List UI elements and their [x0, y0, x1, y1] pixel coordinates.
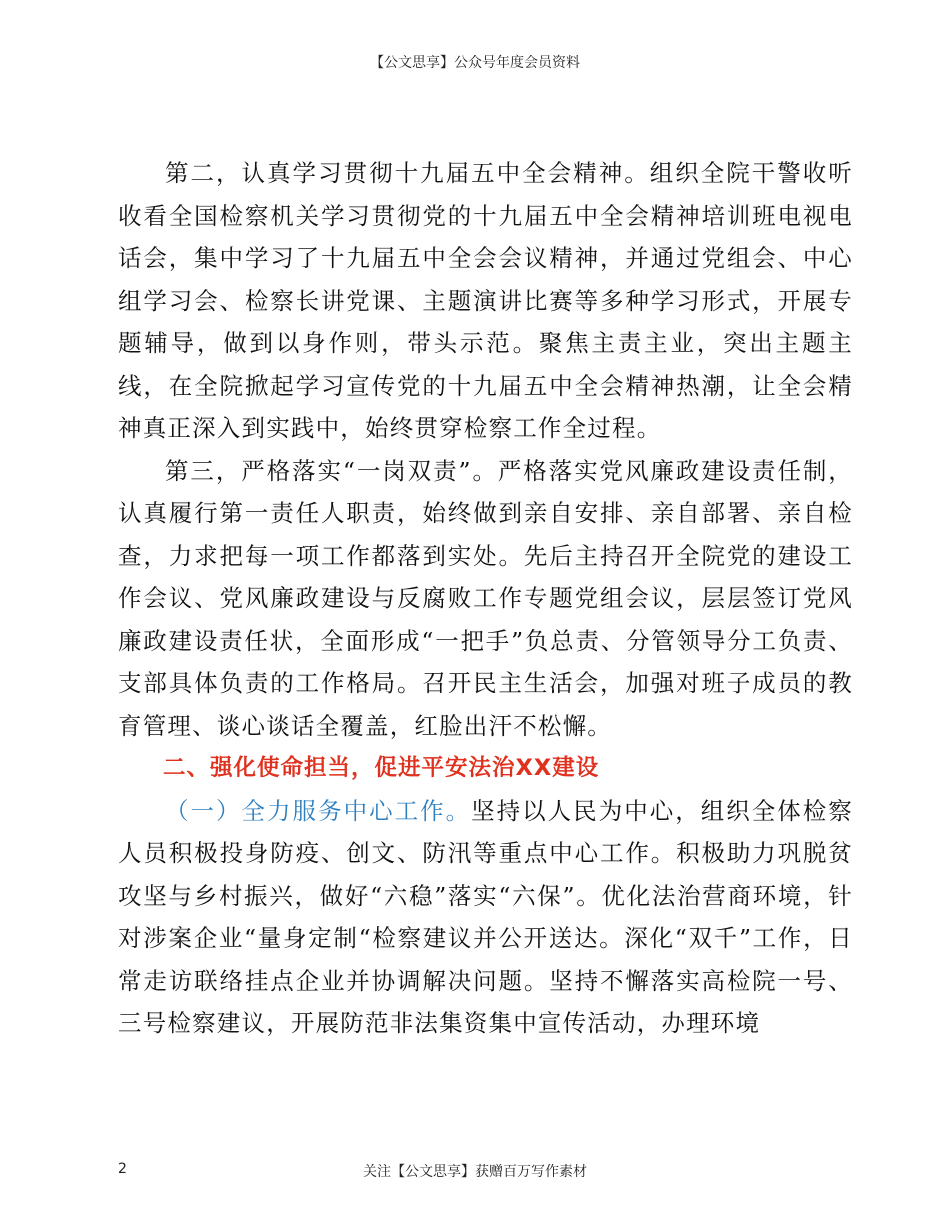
section-heading-two: 二、强化使命担当，促进平安法治XX建设 [163, 755, 600, 781]
paragraph-one-post-two-duties: 第三，严格落实“一岗双责”。严格落实党风廉政建设责任制，认真履行第一责任人职责，始终做到亲自安排、亲自部署、亲自检查，力求把每一项工作都落到实处。先后主持召开全院党的建设工作会议、党风廉政建设与反腐败工作专题党组会议，层层签订党风廉政建设责任状，全面形成“一把手”负总责、分管领导分工负责、支部具体负责的工作格局。召开民主生活会，加强对班子成员的教育管理、谈心谈话全覆盖，红脸出汗不松懈。 [118, 456, 853, 740]
page-header: 【公文思享】公众号年度会员资料 [370, 55, 580, 71]
paragraph-serve-center-text: 坚持以人民为中心，组织全体检察人员积极投身防疫、创文、防汛等重点中心工作。积极助力巩脱贫攻坚与乡村振兴，做好“六稳”落实“六保”。优化法治营商环境，针对涉案企业“量身定制“检察建议并公开送达。深化“双千”工作，日常走访联络挂点企业并协调解决问题。坚持不懈落实高检院一号、三号检察建议，开展防范非法集资集中宣传活动，办理环境 [118, 796, 853, 1037]
sub-heading-one: （一）全力服务中心工作。 [165, 796, 472, 825]
document-body [118, 152, 853, 1045]
page-footer: 关注【公文思享】获赠百万写作素材 [363, 1164, 587, 1180]
paragraph-study-plenum: 第二，认真学习贯彻十九届五中全会精神。组织全院干警收听收看全国检察机关学习贯彻党的十九届五中全会精神培训班电视电话会，集中学习了十九届五中全会会议精神，并通过党组会、中心组学习会、检察长讲党课、主题演讲比赛等多种学习形式，开展专题辅导，做到以身作则，带头示范。聚焦主责主业，突出主题主线，在全院掀起学习宣传党的十九届五中全会精神热潮，让全会精神真正深入到实践中，始终贯穿检察工作全过程。 [118, 159, 853, 442]
page-number: 2 [118, 1161, 127, 1177]
paragraph-serve-center-work [118, 790, 853, 1045]
